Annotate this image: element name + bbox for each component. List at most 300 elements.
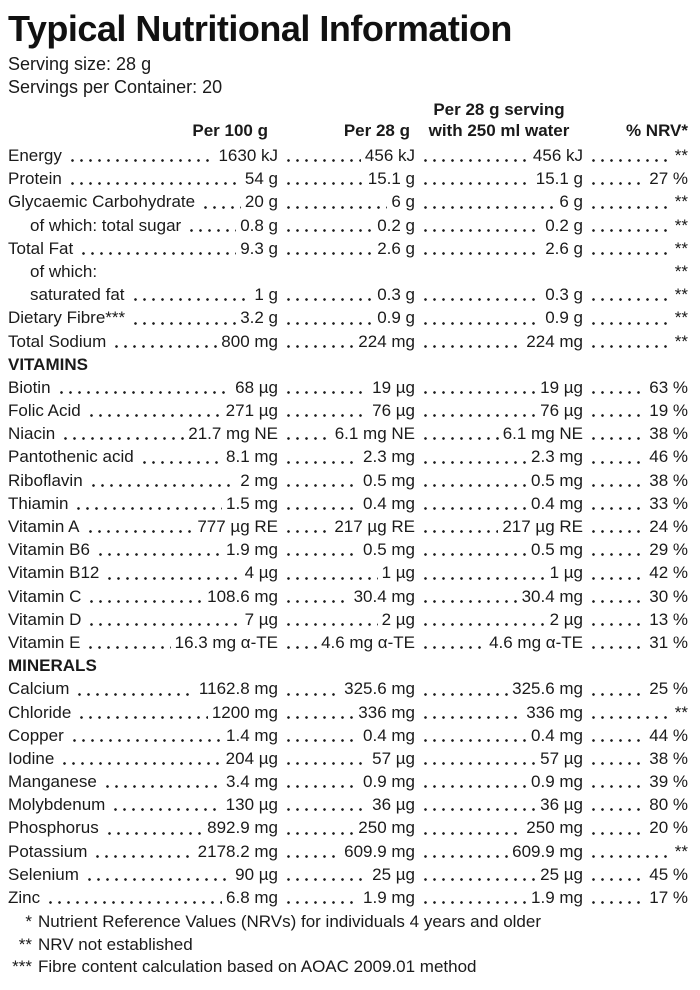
section-header-vitamins: VITAMINS — [8, 354, 88, 374]
dot-leader — [587, 577, 645, 580]
table-row — [8, 399, 688, 422]
value-nrv: 39 % — [583, 770, 688, 793]
footnote-marker: ** — [18, 934, 32, 954]
dot-leader — [587, 345, 671, 348]
value-per-100g: 7 µg — [81, 608, 278, 631]
dot-leader — [419, 577, 546, 580]
footnote-line — [8, 934, 688, 957]
value-per-100g: 3.2 g — [125, 306, 278, 329]
value-per-28g-water: 250 mg — [415, 816, 583, 839]
table-row — [8, 190, 688, 213]
row-label: Vitamin B6 — [8, 540, 90, 560]
value-nrv: 46 % — [583, 445, 688, 468]
table-row — [8, 793, 688, 816]
column-headers — [8, 99, 688, 141]
dot-leader — [282, 391, 368, 394]
dot-leader — [282, 600, 350, 603]
table-row — [8, 422, 688, 445]
dot-leader — [419, 646, 485, 649]
dot-leader — [282, 229, 373, 232]
value-per-28g: 224 mg — [278, 330, 415, 353]
header-spacer — [583, 99, 688, 120]
value-per-28g: 25 µg — [278, 863, 415, 886]
table-row — [8, 538, 688, 561]
col-header-per-28g-serving-line2: with 250 ml water — [428, 121, 570, 140]
row-label: Vitamin B12 — [8, 563, 100, 583]
value-nrv: ** — [583, 306, 688, 329]
value-per-28g: 456 kJ — [278, 144, 415, 167]
dot-leader — [587, 553, 645, 556]
value-per-28g-water: 0.4 mg — [415, 724, 583, 747]
dot-leader — [419, 206, 555, 209]
dot-leader — [419, 159, 529, 162]
value-per-28g: 0.5 mg — [278, 538, 415, 561]
row-label: Total Sodium — [8, 331, 107, 351]
value-per-100g: 4 µg — [99, 561, 278, 584]
value-per-28g-water: 1.9 mg — [415, 886, 583, 909]
value-per-28g-water: 4.6 mg α-TE — [415, 631, 583, 654]
value-per-28g-water: 6 g — [415, 190, 583, 213]
col-header-nrv: % NRV* — [625, 121, 688, 140]
serving-size: Serving size: 28 g — [8, 54, 152, 74]
value-per-28g-water: 0.2 g — [415, 214, 583, 237]
row-label: Folic Acid — [8, 401, 81, 421]
value-per-100g: 108.6 mg — [81, 585, 278, 608]
dot-leader — [587, 832, 645, 835]
dot-leader — [419, 252, 541, 255]
dot-leader — [587, 159, 671, 162]
table-row — [8, 608, 688, 631]
value-per-100g: 1.9 mg — [90, 538, 278, 561]
dot-leader — [84, 646, 170, 649]
table-row — [8, 330, 688, 353]
value-nrv: 29 % — [583, 538, 688, 561]
value-nrv: ** — [583, 144, 688, 167]
value-nrv: 44 % — [583, 724, 688, 747]
value-per-28g-water: 0.3 g — [415, 283, 583, 306]
table-row — [8, 144, 688, 167]
dot-leader — [282, 345, 354, 348]
dot-leader — [282, 484, 359, 487]
value-per-100g: 1630 kJ — [62, 144, 278, 167]
dot-leader — [110, 345, 217, 348]
value-nrv: 42 % — [583, 561, 688, 584]
dot-leader — [109, 808, 221, 811]
row-label: Calcium — [8, 679, 70, 699]
table-row — [8, 816, 688, 839]
table-row — [8, 561, 688, 584]
dot-leader — [282, 832, 354, 835]
dot-leader — [419, 345, 522, 348]
dot-leader — [94, 553, 222, 556]
value-per-28g: 2.6 g — [278, 237, 415, 260]
value-nrv: ** — [583, 237, 688, 260]
column-header-line-1 — [8, 99, 688, 120]
dot-leader — [282, 182, 364, 185]
servings-per-container: Servings per Container: 20 — [8, 77, 223, 97]
value-nrv: 30 % — [583, 585, 688, 608]
dot-leader — [84, 530, 194, 533]
footnote-text: Fibre content calculation based on AOAC 2009.01 method — [38, 957, 477, 977]
dot-leader — [587, 252, 671, 255]
value-per-28g: 217 µg RE — [278, 515, 415, 538]
dot-leader — [101, 785, 222, 788]
value-per-28g: 57 µg — [278, 747, 415, 770]
dot-leader — [129, 298, 251, 301]
value-per-28g-water: 76 µg — [415, 399, 583, 422]
dot-leader — [587, 182, 645, 185]
dot-leader — [282, 414, 368, 417]
table-row — [8, 445, 688, 468]
table-row — [8, 724, 688, 747]
row-label: of which: — [30, 261, 98, 281]
value-per-28g-water: 456 kJ — [415, 144, 583, 167]
value-per-100g: 9.3 g — [73, 237, 278, 260]
row-label: Pantothenic acid — [8, 447, 134, 467]
header-spacer — [8, 99, 278, 120]
row-label: Glycaemic Carbohydrate — [8, 192, 196, 212]
dot-leader — [419, 507, 527, 510]
row-label: Molybdenum — [8, 795, 106, 815]
page-title: Typical Nutritional Information — [8, 8, 512, 49]
dot-leader — [587, 716, 671, 719]
dot-leader — [587, 901, 645, 904]
dot-leader — [77, 252, 236, 255]
dot-leader — [419, 855, 508, 858]
dot-leader — [587, 739, 645, 742]
value-nrv: 45 % — [583, 863, 688, 886]
value-per-28g: 6 g — [278, 190, 415, 213]
value-per-28g-water: 2 µg — [415, 608, 583, 631]
value-per-28g: 0.4 mg — [278, 724, 415, 747]
value-per-28g: 36 µg — [278, 793, 415, 816]
value-per-100g — [97, 260, 278, 283]
value-per-28g: 0.9 mg — [278, 770, 415, 793]
value-per-28g-water: 19 µg — [415, 376, 583, 399]
value-nrv: 20 % — [583, 816, 688, 839]
dot-leader — [587, 322, 671, 325]
dot-leader — [83, 878, 231, 881]
dot-leader — [282, 855, 340, 858]
value-nrv: 17 % — [583, 886, 688, 909]
row-label: Vitamin D — [8, 609, 82, 629]
dot-leader — [68, 739, 222, 742]
dot-leader — [282, 437, 331, 440]
dot-leader — [587, 623, 645, 626]
dot-leader — [419, 530, 498, 533]
value-per-100g: 3.4 mg — [97, 770, 278, 793]
value-per-28g-water: 57 µg — [415, 747, 583, 770]
value-per-100g: 90 µg — [79, 863, 278, 886]
value-per-100g: 892.9 mg — [99, 816, 278, 839]
row-label: Dietary Fibre*** — [8, 308, 126, 328]
value-per-100g: 1.5 mg — [68, 492, 278, 515]
value-per-28g-water: 2.6 g — [415, 237, 583, 260]
row-label: Energy — [8, 146, 62, 165]
row-label: Riboflavin — [8, 470, 83, 490]
row-label: Phosphorus — [8, 818, 99, 838]
value-per-100g: 8.1 mg — [134, 445, 278, 468]
value-per-28g — [278, 260, 415, 283]
col-header-per-28g-serving-line1: Per 28 g serving — [433, 100, 565, 119]
dot-leader — [282, 623, 378, 626]
dot-leader — [419, 623, 546, 626]
footnote-line — [8, 911, 688, 934]
header-spacer — [278, 99, 415, 120]
dot-leader — [587, 693, 645, 696]
row-label: Protein — [8, 169, 62, 189]
dot-leader — [419, 437, 499, 440]
value-per-28g-water: 2.3 mg — [415, 445, 583, 468]
dot-leader — [419, 739, 527, 742]
row-label: Chloride — [8, 702, 72, 722]
value-per-28g-water: 0.9 mg — [415, 770, 583, 793]
value-per-28g: 15.1 g — [278, 167, 415, 190]
dot-leader — [282, 762, 368, 765]
table-row — [8, 515, 688, 538]
row-label: saturated fat — [30, 285, 125, 305]
value-per-28g: 1 µg — [278, 561, 415, 584]
dot-leader — [199, 206, 241, 209]
dot-leader — [419, 322, 541, 325]
dot-leader — [72, 507, 222, 510]
dot-leader — [282, 785, 359, 788]
section-header-minerals: MINERALS — [8, 656, 97, 676]
dot-leader — [419, 553, 527, 556]
value-per-28g-water: 217 µg RE — [415, 515, 583, 538]
dot-leader — [282, 298, 373, 301]
value-per-100g: 1200 mg — [71, 701, 278, 724]
row-label: Potassium — [8, 841, 88, 861]
col-header-per-28g: Per 28 g — [343, 121, 410, 140]
dot-leader — [587, 646, 645, 649]
value-per-28g-water: 1 µg — [415, 561, 583, 584]
value-per-100g: 20 g — [195, 190, 278, 213]
footnote-marker: * — [25, 912, 32, 932]
value-per-28g-water: 15.1 g — [415, 167, 583, 190]
dot-leader — [282, 507, 359, 510]
value-per-28g-water: 224 mg — [415, 330, 583, 353]
dot-leader — [282, 716, 354, 719]
footnote-text: NRV not established — [38, 934, 193, 954]
value-nrv: ** — [674, 261, 688, 281]
dot-leader — [282, 252, 373, 255]
value-nrv: 63 % — [583, 376, 688, 399]
dot-leader — [44, 901, 222, 904]
value-per-28g: 2.3 mg — [278, 445, 415, 468]
value-per-28g-water: 6.1 mg NE — [415, 422, 583, 445]
dot-leader — [282, 646, 317, 649]
table-row — [8, 631, 688, 654]
dot-leader — [282, 461, 359, 464]
table-row — [8, 283, 688, 306]
dot-leader — [419, 878, 536, 881]
table-row — [8, 492, 688, 515]
dot-leader — [587, 461, 645, 464]
dot-leader — [282, 739, 359, 742]
dot-leader — [587, 437, 645, 440]
value-nrv: 38 % — [583, 747, 688, 770]
row-label: of which: total sugar — [30, 215, 182, 235]
footnote-line — [8, 956, 688, 979]
dot-leader — [282, 553, 359, 556]
value-per-28g-water: 30.4 mg — [415, 585, 583, 608]
table-row — [8, 770, 688, 793]
dot-leader — [58, 762, 221, 765]
dot-leader — [419, 785, 527, 788]
value-per-28g: 250 mg — [278, 816, 415, 839]
value-nrv: ** — [583, 283, 688, 306]
row-label: Vitamin C — [8, 586, 82, 606]
footnote-text: Nutrient Reference Values (NRVs) for individuals 4 years and older — [38, 912, 542, 932]
value-nrv: ** — [583, 190, 688, 213]
dot-leader — [587, 507, 645, 510]
column-header-line-2 — [8, 120, 688, 141]
dot-leader — [587, 808, 645, 811]
dot-leader — [419, 716, 522, 719]
value-nrv: ** — [583, 840, 688, 863]
value-per-100g: 777 µg RE — [80, 515, 278, 538]
value-per-28g: 4.6 mg α-TE — [278, 631, 415, 654]
value-per-28g-water: 36 µg — [415, 793, 583, 816]
value-per-28g: 0.9 g — [278, 306, 415, 329]
dot-leader — [419, 461, 527, 464]
dot-leader — [587, 391, 645, 394]
value-per-28g: 609.9 mg — [278, 840, 415, 863]
value-per-100g: 2178.2 mg — [87, 840, 278, 863]
value-nrv: 19 % — [583, 399, 688, 422]
col-header-per-100g: Per 100 g — [192, 121, 268, 140]
value-nrv: 31 % — [583, 631, 688, 654]
dot-leader — [419, 901, 527, 904]
dot-leader — [587, 878, 645, 881]
dot-leader — [66, 182, 241, 185]
value-per-100g: 21.7 mg NE — [55, 422, 278, 445]
value-per-100g: 6.8 mg — [40, 886, 278, 909]
dot-leader — [587, 785, 645, 788]
value-nrv: 27 % — [583, 167, 688, 190]
table-row — [8, 237, 688, 260]
dot-leader — [282, 206, 387, 209]
row-label: Zinc — [8, 888, 41, 907]
dot-leader — [419, 298, 541, 301]
dot-leader — [75, 716, 208, 719]
row-label: Iodine — [8, 748, 55, 768]
nutrition-table — [8, 144, 688, 909]
value-per-28g: 0.3 g — [278, 283, 415, 306]
dot-leader — [419, 693, 508, 696]
table-row — [8, 863, 688, 886]
value-per-100g: 0.8 g — [181, 214, 278, 237]
value-per-28g: 2 µg — [278, 608, 415, 631]
dot-leader — [587, 600, 645, 603]
value-per-100g: 204 µg — [54, 747, 278, 770]
dot-leader — [282, 322, 373, 325]
dot-leader — [419, 391, 536, 394]
dot-leader — [85, 414, 222, 417]
dot-leader — [587, 530, 645, 533]
row-label: Vitamin A — [8, 517, 80, 536]
row-label: Total Fat — [8, 238, 74, 258]
dot-leader — [419, 808, 536, 811]
value-per-28g-water: 0.9 g — [415, 306, 583, 329]
row-label: Vitamin E — [8, 632, 81, 652]
value-nrv: 24 % — [583, 515, 688, 538]
value-per-100g: 271 µg — [81, 399, 278, 422]
value-per-28g: 76 µg — [278, 399, 415, 422]
row-label: Selenium — [8, 864, 79, 884]
value-nrv: ** — [583, 701, 688, 724]
value-per-100g: 1 g — [125, 283, 278, 306]
table-row — [8, 747, 688, 770]
value-per-28g: 30.4 mg — [278, 585, 415, 608]
dot-leader — [419, 182, 532, 185]
value-per-100g: 800 mg — [106, 330, 278, 353]
value-per-28g-water: 0.4 mg — [415, 492, 583, 515]
value-nrv: 38 % — [583, 469, 688, 492]
value-per-28g: 1.9 mg — [278, 886, 415, 909]
dot-leader — [85, 623, 240, 626]
dot-leader — [419, 832, 522, 835]
value-per-100g: 68 µg — [51, 376, 278, 399]
dot-leader — [587, 484, 645, 487]
value-per-100g: 130 µg — [105, 793, 278, 816]
table-row — [8, 677, 688, 700]
value-nrv: ** — [583, 214, 688, 237]
dot-leader — [419, 484, 527, 487]
row-label: Niacin — [8, 424, 56, 444]
value-per-28g-water: 336 mg — [415, 701, 583, 724]
dot-leader — [587, 206, 671, 209]
dot-leader — [138, 461, 222, 464]
value-nrv: 33 % — [583, 492, 688, 515]
table-row — [8, 701, 688, 724]
dot-leader — [587, 762, 645, 765]
dot-leader — [282, 808, 368, 811]
footnote-marker: *** — [12, 957, 32, 977]
dot-leader — [419, 414, 536, 417]
value-per-28g: 19 µg — [278, 376, 415, 399]
table-row — [8, 886, 688, 909]
dot-leader — [73, 693, 195, 696]
value-per-28g: 0.5 mg — [278, 469, 415, 492]
value-per-100g: 1162.8 mg — [69, 677, 278, 700]
row-label: Copper — [8, 725, 64, 745]
row-label: Biotin — [8, 377, 51, 397]
table-row — [8, 376, 688, 399]
value-nrv: 13 % — [583, 608, 688, 631]
table-row — [8, 167, 688, 190]
dot-leader — [55, 391, 232, 394]
table-row — [8, 469, 688, 492]
value-per-100g: 2 mg — [83, 469, 278, 492]
value-per-28g-water: 325.6 mg — [415, 677, 583, 700]
value-per-28g-water: 609.9 mg — [415, 840, 583, 863]
dot-leader — [103, 832, 203, 835]
value-per-28g: 0.2 g — [278, 214, 415, 237]
dot-leader — [185, 229, 236, 232]
value-per-28g: 336 mg — [278, 701, 415, 724]
dot-leader — [419, 229, 541, 232]
value-per-28g-water: 0.5 mg — [415, 469, 583, 492]
dot-leader — [587, 414, 645, 417]
value-per-28g-water: 25 µg — [415, 863, 583, 886]
table-row — [8, 260, 688, 283]
dot-leader — [282, 577, 378, 580]
value-per-28g-water — [415, 260, 583, 283]
table-row — [8, 840, 688, 863]
value-per-28g-water: 0.5 mg — [415, 538, 583, 561]
